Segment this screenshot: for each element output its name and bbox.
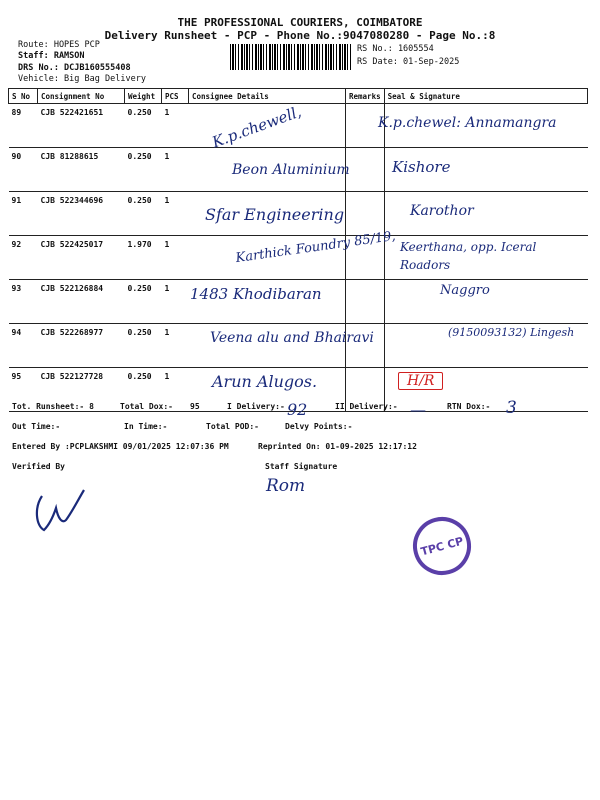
runsheet-subtitle: Delivery Runsheet - PCP - Phone No.:9047080280 - Page No.:8 [104,29,496,42]
row-weight: 0.250 [125,324,162,368]
row-pcs: 1 [162,104,189,148]
barcode [230,44,352,70]
entered-by: Entered By :PCPLAKSHMI 09/01/2025 12:07:36 PM [12,442,229,451]
staff-signature-label: Staff Signature [265,462,338,471]
handwritten-details-90: Beon Aluminium [232,162,350,178]
row-pcs: 1 [162,148,189,192]
handwritten-details-94: Veena alu and Bhairavi [210,330,374,346]
handwritten-seal-92: Keerthana, opp. Iceral Roadors [400,240,537,272]
row-pcs: 1 [162,368,189,412]
row-weight: 0.250 [125,368,162,412]
row-pcs: 1 [162,192,189,236]
row-sno: 95 [9,368,38,412]
row-pcs: 1 [162,324,189,368]
handwritten-seal-90: Kishore [392,158,451,176]
row-sno: 90 [9,148,38,192]
route: Route: HOPES PCP [18,40,100,50]
col-sno: S No [9,89,38,104]
in-time: In Time:- [124,422,168,431]
handwritten-details-92: Karthick Foundry 85/19, [234,228,397,267]
table-header [9,89,588,104]
company-stamp: TPC CP [406,510,477,581]
row-pcs: 1 [162,280,189,324]
col-remarks: Remarks [346,89,385,104]
handwritten-seal-89: K.p.chewel: Annamangra [378,115,557,131]
row-remarks [346,148,385,192]
row-remarks [346,280,385,324]
rs-date: RS Date: 01-Sep-2025 [357,57,460,67]
row-sno: 91 [9,192,38,236]
row-weight: 1.970 [125,236,162,280]
reprinted-on: Reprinted On: 01-09-2025 12:17:12 [258,442,417,451]
ii-delivery-label: II Delivery:- [335,402,398,411]
delvy-points: Delvy Points:- [285,422,353,431]
row-sno: 92 [9,236,38,280]
col-seal: Seal & Signature [384,89,587,104]
row-consignment: CJB 522127728 [38,368,125,412]
row-weight: 0.250 [125,280,162,324]
i-delivery-label: I Delivery:- [227,402,285,411]
col-consignee: Consignee Details [189,89,346,104]
row-sno: 93 [9,280,38,324]
staff-signature: Rom [266,476,306,496]
rtn-dox-label: RTN Dox:- [447,402,491,411]
handwritten-details-95: Arun Alugos. [212,372,318,391]
row-remarks [346,192,385,236]
company-title: THE PROFESSIONAL COURIERS, COIMBATORE [177,16,423,29]
row-consignment: CJB 81288615 [38,148,125,192]
drs-number: DRS No.: DCJB160555408 [18,63,131,73]
handwritten-seal-94: (9150093132) Lingesh [448,326,575,339]
rs-number: RS No.: 1605554 [357,44,434,54]
row-consignment: CJB 522425017 [38,236,125,280]
handwritten-seal-95: H/R [398,372,443,390]
handwritten-details-91: Sfar Engineering [205,205,345,224]
handwritten-details-93: 1483 Khodibaran [190,285,322,303]
i-delivery-value: 92 [287,400,308,419]
row-consignment: CJB 522344696 [38,192,125,236]
handwritten-details-89: K.p.chewell, [209,102,304,152]
total-pod: Total POD:- [206,422,259,431]
ii-delivery-value: — [410,400,426,419]
rtn-dox-value: 3 [506,398,517,418]
row-weight: 0.250 [125,148,162,192]
row-sno: 89 [9,104,38,148]
row-sno: 94 [9,324,38,368]
vehicle: Vehicle: Big Bag Delivery [18,74,146,84]
row-weight: 0.250 [125,104,162,148]
handwritten-seal-93: Naggro [440,283,490,298]
col-weight: Weight [125,89,162,104]
total-runsheet: Tot. Runsheet:- 8 [12,402,94,411]
verified-by: Verified By [12,462,65,471]
row-weight: 0.250 [125,192,162,236]
row-consignment: CJB 522268977 [38,324,125,368]
total-dox-value: 95 [190,402,200,411]
verified-signature [30,484,90,534]
out-time: Out Time:- [12,422,61,431]
row-consignment: CJB 522421651 [38,104,125,148]
staff: Staff: RAMSON [18,51,85,61]
handwritten-seal-91: Karothor [410,203,474,219]
total-dox-label: Total Dox:- [120,402,173,411]
col-consignment: Consignment No [38,89,125,104]
row-pcs: 1 [162,236,189,280]
col-pcs: PCS [162,89,189,104]
row-consignment: CJB 522126884 [38,280,125,324]
